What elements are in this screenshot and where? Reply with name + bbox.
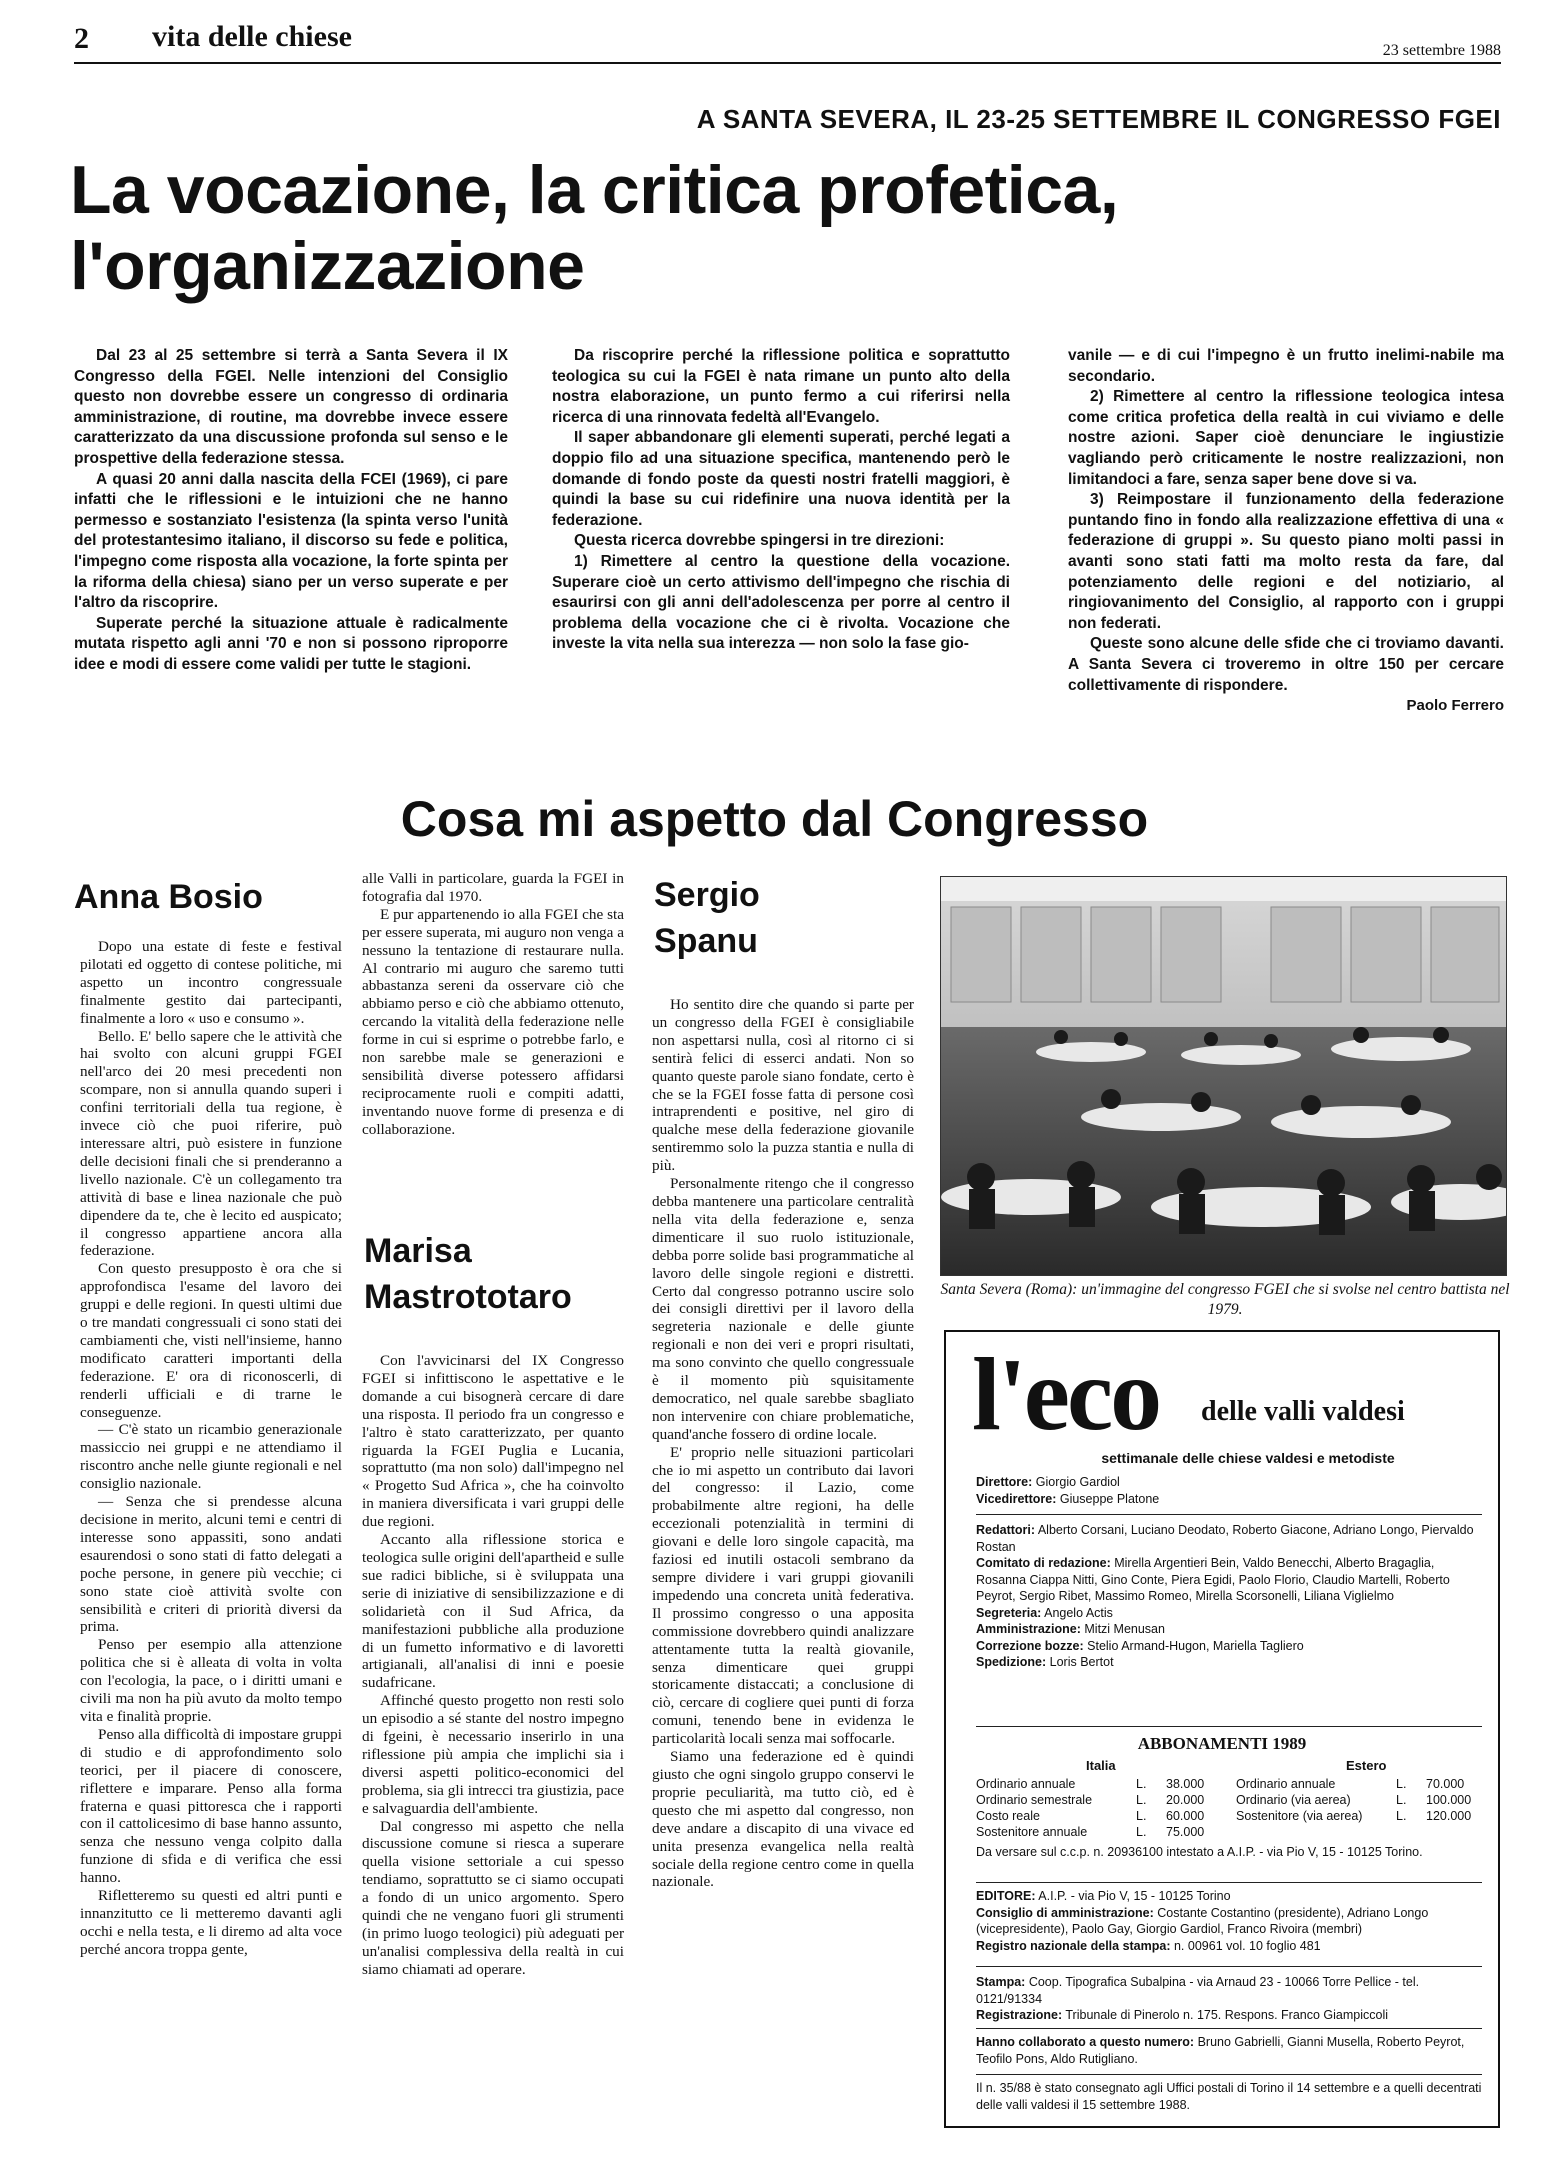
paragraph: Bello. E' bello sapere che le attività che hai svolto con alcuni gruppi FGEI nell'arco dei 20 mesi precedenti non scompare, non si annulla quando superi i confini territoriali della tua regione, è invece ciò che puoi riferire, può interessare altri, può esistere in funzione delle decisioni finali che si prenderanno a livello nazionale. C'è un collegamento tra attività di base e linea nazionale che può dipendere da te, che è lecito ed auspicato; il congresso appartiene ancora alla federazione. <box>80 1027 342 1260</box>
credit-line: Amministrazione: Mitzi Menusan <box>976 1622 1165 1636</box>
paragraph: alle Valli in particolare, guarda la FGEI in fotografia dal 1970. <box>362 870 624 905</box>
paragraph: 2) Rimettere al centro la riflessione teologica intesa come critica profetica della realtà in cui viviamo e delle nostre azioni. Saper cioè denunciare le ingiustizie vagliando però criticamente le nostre realizzazioni, non limitandoci a fare, senza saper bene dove si va. <box>1068 388 1504 488</box>
paragraph: 1) Rimettere al centro la questione della vocazione. Superare cioè un certo attivismo dell'impegno che rischia di esaurirsi con gli anni dell'adolescenza per porre al centro il problema della vocazione che ci è rivolta. Vocazione che investe la vita nella sua interezza — non solo la fase gio- <box>552 552 1010 653</box>
subscriptions-italy <box>976 1776 1226 1840</box>
paragraph: Rifletteremo su questi ed altri punti e innanzitutto ce li metteremo davanti agli occhi e nella testa, e li diremo ad alta voce perché ancora troppa gente, <box>80 1887 342 1958</box>
divider <box>976 1882 1482 1883</box>
masthead-logo: l'eco <box>972 1337 1160 1452</box>
author-name <box>654 872 760 964</box>
masthead-staff <box>976 1474 1482 1507</box>
paragraph: E pur appartenendo io alla FGEI che sta per essere superata, mi auguro non venga a nessuno la tentazione di restaurare nulla. Al contrario mi auguro che saremo tutti abbastanza sereni da osservare ciò che abbiamo perso e ciò che abbiamo ottenuto, cercando la vitalità della federazione nelle forme in cui si esprime o potrebbe farlo, e non sarebbe male se generazioni e sensibilità diverse potessero affidarsi reciprocamente ruoli e compiti adatti, inventando nuove forme di presenza e di collaborazione. <box>362 905 624 1138</box>
paragraph: Queste sono alcune delle sfide che ci troviamo davanti. A Santa Severa ci troveremo in oltre 150 per cercare collettivamente di rispondere. <box>1068 635 1504 694</box>
paragraph: Il saper abbandonare gli elementi superati, perché legati a doppio filo ad una situazione specifica, mantenendo però le domande di fondo poste da questi nostri fratelli maggiori, è quindi la base su cui ridefinire una nuova identità per la federazione. <box>552 429 1010 529</box>
paragraph: vanile — e di cui l'impegno è un frutto inelimi-nabile ma secondario. <box>1068 347 1504 385</box>
paragraph: Dal 23 al 25 settembre si terrà a Santa Severa il IX Congresso della FGEI. Nelle intenzioni del Consiglio questo non dovrebbe essere un congresso di ordinaria amministrazione, di routine, ma dovrebbe invece essere caratterizzato da una discussione profonda sul senso e le prospettive della federazione stessa. <box>74 347 508 467</box>
subscriptions-title: ABBONAMENTI 1989 <box>1137 1734 1307 1753</box>
divider <box>976 2074 1482 2075</box>
credit-line: Comitato di redazione: Mirella Argentieri Bein, Valdo Benecchi, Alberto Bragaglia, Rosanna Ciappa Nitti, Gino Conte, Piera Egidi, Paolo Florio, Claudio Martelli, Roberto Peyrot, Sergio Ribet, Massimo Romeo, Mirella Scorsonelli, Liliana Viglielmo <box>976 1556 1450 1603</box>
section-title: vita delle chiese <box>152 20 352 53</box>
congress-photo <box>940 876 1507 1276</box>
subscription-row: Ordinario (via aerea) L. 100.000 <box>1236 1793 1472 1807</box>
subscriptions-abroad <box>1236 1776 1486 1824</box>
masthead-tagline: settimanale delle chiese valdesi e metodiste <box>1101 1450 1395 1466</box>
bosio-column-2 <box>362 870 624 1139</box>
masthead-box <box>944 1330 1500 2128</box>
paragraph: Ho sentito dire che quando si parte per un congresso della FGEI è consigliabile non aspettarsi nulla, così al ritorno ci si sentirà felici di esserci andati. Non so quanto queste parole siano fondate, certo è che se la FGEI fosse fatta di persone così intraprendenti e positive, nel giro di qualche mese della federazione giovanile sentiremmo solo la puzza stantia e nulla di più. <box>652 996 914 1175</box>
header-rule <box>74 62 1501 64</box>
article-kicker: A SANTA SEVERA, IL 23-25 SETTEMBRE IL CONGRESSO FGEI <box>696 104 1501 134</box>
author-name <box>364 1228 572 1320</box>
article1-column-1 <box>74 346 508 676</box>
issue-date: 23 settembre 1988 <box>1382 42 1501 59</box>
divider <box>976 1726 1482 1727</box>
page-number: 2 <box>74 22 89 55</box>
paragraph: Superate perché la situazione attuale è radicalmente mutata rispetto agli anni '70 e non si possono riproporre idee e modi di essere come validi per tutte le stagioni. <box>74 614 508 673</box>
author-first-name: Marisa <box>364 1232 472 1270</box>
paragraph: E' proprio nelle situazioni particolari che io mi aspetto un contributo dai lavori del congresso: il Lazio, come probabilmente altre regioni, ha delle eccezionali potenzialità in termini di giovani e delle loro singole capacità, ma faziosi ed inutili ostacoli sembrano da sempre dividere i vari gruppi giovanili impedendo una concreta unità federativa. Il prossimo congresso o una apposita commissione dovrebbero quindi analizzare attentamente tutta la realtà giovanile, senza dimenticare quei gruppi storicamente distaccati; a conclusione di ciò, cercare di cogliere quei punti di forza comuni, tenendo bene in evidenza le particolarità locali senza mai soffocarle. <box>652 1443 914 1748</box>
credit-line: Correzione bozze: Stelio Armand-Hugon, Mariella Tagliero <box>976 1638 1304 1653</box>
paragraph: Accanto alla riflessione storica e teologica sulle origini dell'apartheid e sulle sue radici bibliche, si è sviluppata una serie di iniziative di sensibilizzazione e di solidarietà con il Sud Africa, da manifestazioni pubbliche alla produzione di un fumetto informativo e di lavoretti artigianali, all'analisi di inni e poesie sudafricane. <box>362 1531 624 1692</box>
paragraph: Penso per esempio alla attenzione politica che si è alleata di volta in volta con l'ecologia, la pace, o i diritti umani e civili ma non ha più avuto da molto tempo vita e finalità proprie. <box>80 1636 342 1725</box>
masthead-logo-subtitle: delle valli valdesi <box>1201 1396 1405 1427</box>
masthead-printing <box>976 1974 1482 2024</box>
paragraph: Da riscoprire perché la riflessione politica e soprattutto teologica su cui la FGEI è nata rimane un punto alto della nostra elaborazione, un punto fermo a cui riferirsi nella ricerca di una rinnovata fedeltà all'Evangelo. <box>552 347 1010 426</box>
divider <box>976 1514 1482 1515</box>
article1-column-3 <box>1068 346 1504 717</box>
photo-image <box>941 877 1506 1275</box>
divider <box>976 2028 1482 2029</box>
paragraph: Personalmente ritengo che il congresso debba mantenere una particolare centralità nella vita della federazione e, senza dimenticare il suo ruolo istituzionale, debba porre solide basi programmatiche al lavoro delle singole regioni e distretti. Certo dal congresso potranno uscire solo dei consigli direttivi per il lavoro della segreteria nazionale e delle giunte regionali e non dei veri e propri risultati, ma sono convinto che quello congressuale è il momento più squisitamente democratico, nel quale sarebbe sbagliato non intervenire con chiare problematiche, quand'anche fossero di ordine locale. <box>652 1175 914 1443</box>
paragraph: Con questo presupposto è ora che si approfondisca l'esame del lavoro dei gruppi e delle regioni. In questi ultimi due o tre mandati congressuali ci sono stati dei cambiamenti che, visti nell'insieme, hanno modificato caratteri importanti della federazione. E' ora di riconoscerli, di renderli ufficiali e di trarne le conseguenze. <box>80 1260 342 1421</box>
credit-line: Redattori: Alberto Corsani, Luciano Deodato, Roberto Giacone, Adriano Longo, Piervaldo Rostan <box>976 1523 1474 1554</box>
paragraph: — Senza che si prendesse alcuna decisione in merito, alcuni temi e centri di interesse sono appassiti, sono andati esaurendosi o sono stati di fatto delegati a poche persone, in genere più vecchie; ci sono state cioè attività svolte con sensibilità e criteri di priorità diversi da prima. <box>80 1493 342 1636</box>
bosio-column-1 <box>80 938 342 1959</box>
divider <box>976 1966 1482 1967</box>
article-headline: La vocazione, la critica profetica, l'organizzazione <box>70 152 1119 304</box>
paragraph: A quasi 20 anni dalla nascita della FCEI (1969), ci pare infatti che le riflessioni e le intuizioni che ne hanno permesso e sostanziato l'esistenza (la spinta verso l'unità del protestantesimo italiano, il discorso su fede e politica, l'impegno come risposta alla vocazione, la forte spinta per la riforma della chiesa) siano per un verso superate e per l'altro da riscoprire. <box>74 470 508 612</box>
masthead-credits <box>976 1522 1482 1671</box>
subscriptions-italy-header: Italia <box>1086 1758 1116 1773</box>
subscription-row: Ordinario semestrale L. 20.000 <box>976 1793 1205 1807</box>
author-first-name: Sergio <box>654 876 760 914</box>
publisher-line: Consiglio di amministrazione: Costante Costantino (presidente), Adriano Longo (vicepresidente), Paolo Gay, Giorgio Gardiol, Franco Rivoira (membri) <box>976 1905 1429 1936</box>
subscription-row: Costo reale L. 60.000 <box>976 1809 1205 1823</box>
masthead-collaborators: Hanno collaborato a questo numero: Bruno Gabrielli, Gianni Musella, Roberto Peyrot, Teofilo Pons, Aldo Rutigliano. <box>976 2035 1465 2066</box>
masthead-publisher <box>976 1888 1482 1954</box>
mastrototaro-column <box>362 1352 624 1979</box>
credit-line: Segreteria: Angelo Actis <box>976 1605 1113 1620</box>
paragraph: Affinché questo progetto non resti solo un episodio a sé stante del nostro impegno di fgeini, è necessario inserirlo in una riflessione più ampia che implichi sia i diversi aspetti politico-economici del problema, sia gli intrecci tra giustizia, pace e salvaguardia dell'ambiente. <box>362 1692 624 1817</box>
author-last-name: Mastrototaro <box>364 1278 572 1316</box>
article-signature: Paolo Ferrero <box>1406 697 1504 715</box>
subscription-row: Ordinario annuale L. 70.000 <box>1236 1777 1465 1791</box>
paragraph: Con l'avvicinarsi del IX Congresso FGEI si infittiscono le aspettative e le domande a cui bisognerà cercare di dare una risposta. Il periodo fra un congresso e l'altro è stato caratterizzato, per quanto riguarda la FGEI Puglia e Lucania, soprattutto (ma non solo) dall'impegno nel « Progetto Sud Africa », che ha coinvolto in maniera diversificata i vari gruppi delle due regioni. <box>362 1352 624 1531</box>
paragraph: Dopo una estate di feste e festival pilotati ed oggetto di contese politiche, mi aspetto un incontro congressuale finalmente gestito dai partecipanti, finalmente a loro « uso e consumo ». <box>80 938 342 1027</box>
credit-line: Spedizione: Loris Bertot <box>976 1655 1114 1669</box>
paragraph: Siamo una federazione ed è quindi giusto che ogni singolo gruppo conservi le proprie peculiarità, ma tutto ciò, ed è questo che mi aspetto dal congresso, non deve andare a discapito di una vivace ed unita presenza evangelica nella realtà sociale della regione centro come in quella nazionale. <box>652 1748 914 1891</box>
printing-line: Stampa: Coop. Tipografica Subalpina - via Arnaud 23 - 10066 Torre Pellice - tel. 0121/91334 <box>976 1975 1420 2006</box>
subscription-row: Ordinario annuale L. 38.000 <box>976 1777 1205 1791</box>
spanu-column <box>652 996 914 1891</box>
paragraph: Penso alla difficoltà di impostare gruppi di studio e di approfondimento solo teorici, per il piacere di conoscere, riflettere e imparare. Penso alla forma fraterna e quasi pittoresca che i rapporti con il cattolicesimo di base hanno assunto, senza che nessuno venga colpito dalla funzione di sfida e di verifica che essi hanno. <box>80 1725 342 1887</box>
author-last-name: Spanu <box>654 922 758 960</box>
subscription-row: Sostenitore (via aerea) L. 120.000 <box>1236 1809 1472 1823</box>
subscription-row: Sostenitore annuale L. 75.000 <box>976 1825 1205 1839</box>
paragraph: Questa ricerca dovrebbe spingersi in tre direzioni: <box>574 532 945 550</box>
paragraph: 3) Reimpostare il funzionamento della federazione puntando fino in fondo alla realizzazione effettiva di una « federazione di gruppi ». Su questo piano molti passi in avanti sono stati fatti ma molto resta da fare, dal potenziamento delle regioni e del notiziario, al ringiovanimento del Consiglio, al rapporto con i gruppi non federati. <box>1068 491 1504 632</box>
author-name: Anna Bosio <box>74 878 263 916</box>
article1-column-2 <box>552 346 1010 655</box>
paragraph: Dal congresso mi aspetto che nella discussione comune si riesca a superare quella visione settoriale a cui spesso tendiamo, soprattutto se ci siamo occupati a fondo di un unico argomento. Spero quindi che ne vengano fuori gli strumenti (in primo luogo teologici) più adeguati per un'analisi complessiva della realtà in cui siamo chiamati ad operare. <box>362 1817 624 1978</box>
article2-headline: Cosa mi aspetto dal Congresso <box>400 791 1149 847</box>
subscriptions-payment: Da versare sul c.c.p. n. 20936100 intestato a A.I.P. - via Pio V, 15 - 10125 Torino. <box>976 1845 1423 1859</box>
subscriptions-abroad-header: Estero <box>1346 1758 1387 1773</box>
masthead-notice: Il n. 35/88 è stato consegnato agli Uffici postali di Torino il 14 settembre e a quelli decentrati delle valli valdesi il 15 settembre 1988. <box>976 2081 1482 2112</box>
publisher-line: EDITORE: A.I.P. - via Pio V, 15 - 10125 Torino <box>976 1889 1231 1903</box>
publisher-line: Registro nazionale della stampa: n. 00961 vol. 10 foglio 481 <box>976 1938 1321 1953</box>
photo-caption: Santa Severa (Roma): un'immagine del congresso FGEI che si svolse nel centro battista nel 1979. <box>940 1281 1510 1318</box>
printing-line: Registrazione: Tribunale di Pinerolo n. 175. Respons. Franco Giampiccoli <box>976 2008 1389 2022</box>
staff-line: Direttore: Giorgio Gardiol <box>976 1475 1120 1489</box>
staff-line: Vicedirettore: Giuseppe Platone <box>976 1491 1160 1506</box>
paragraph: — C'è stato un ricambio generazionale massiccio nei gruppi e ne attendiamo il riscontro anche nelle giunte regionali e nel consiglio nazionale. <box>80 1421 342 1493</box>
